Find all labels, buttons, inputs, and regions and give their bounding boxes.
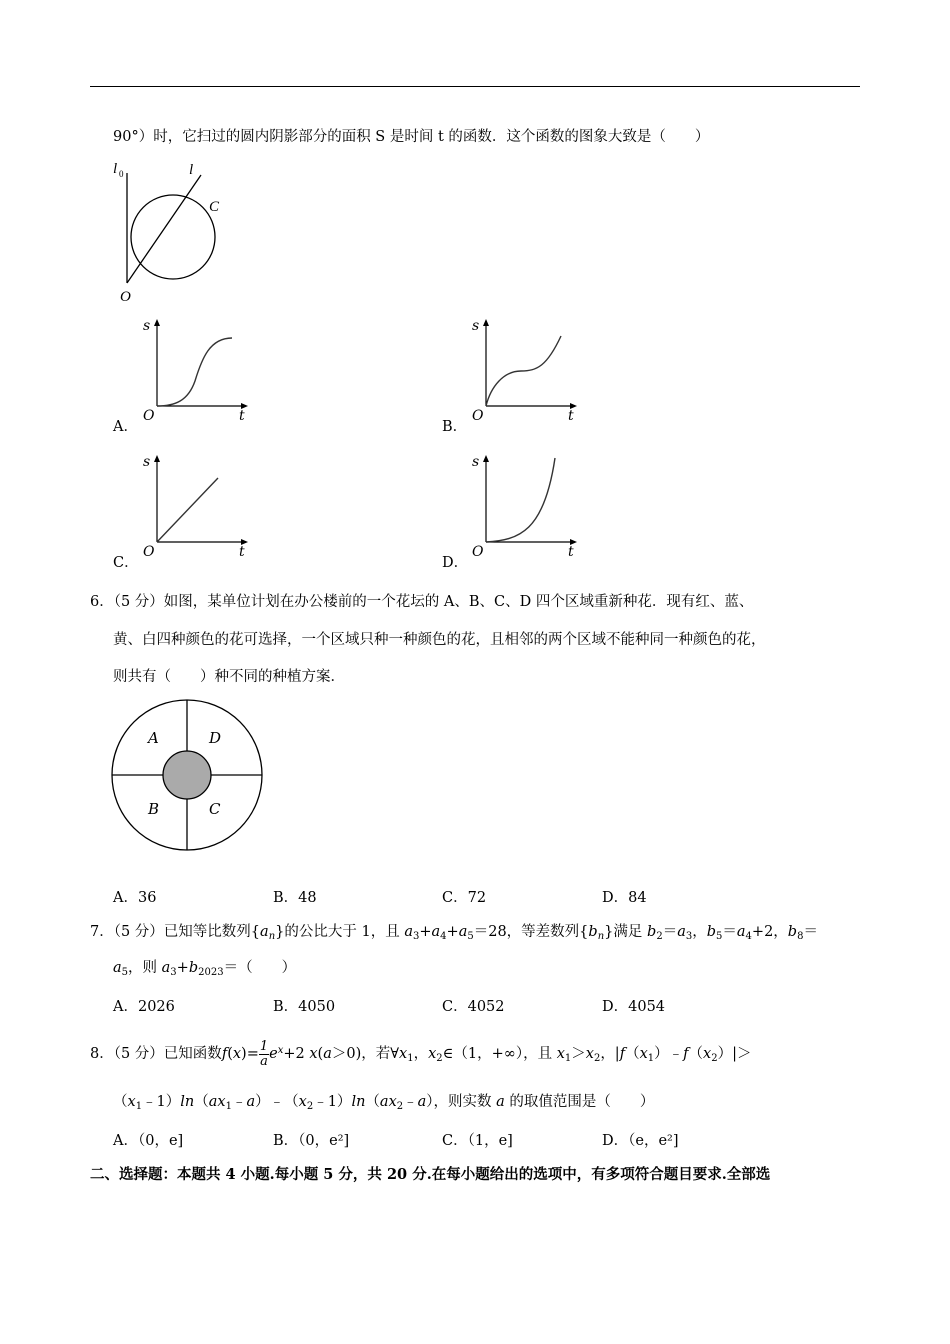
q8-option-b[interactable]: B．（0，e²] xyxy=(273,1133,350,1149)
graph-c-t: t xyxy=(239,544,245,560)
graph-c xyxy=(140,452,250,562)
q5-fig-o: O xyxy=(120,289,131,305)
q5-option-c[interactable]: C． xyxy=(113,555,139,571)
q5-fig-l0-sub: 0 xyxy=(119,169,124,179)
q6-region-b: B xyxy=(148,800,160,818)
q7-option-d[interactable]: D．4054 xyxy=(602,999,666,1015)
q8-fraction: $\frac{1}{a}$ xyxy=(259,1038,269,1069)
graph-a xyxy=(140,316,250,426)
q8-option-d[interactable]: D．（e，e²] xyxy=(602,1133,679,1149)
q6-option-b[interactable]: B．48 xyxy=(273,890,317,906)
q7-option-c[interactable]: C．4052 xyxy=(442,999,505,1015)
graph-b-s: s xyxy=(472,318,480,334)
q5-fig-l0: l xyxy=(113,161,118,177)
q5-figure xyxy=(105,155,235,310)
q6-option-c[interactable]: C．72 xyxy=(442,890,487,906)
graph-a-t: t xyxy=(239,408,245,424)
graph-b-t: t xyxy=(568,408,574,424)
graph-d-s: s xyxy=(472,454,480,470)
q8-line1: 8．（5 分）已知函数f(x)= $\frac{1}{a}$ $e^x+2$ x(a＞0)，若$\forall x_1$，$x_2\in(1$，+∞），且 $x_1>x_2$，$|f(x_1)﹣f(x_2)|>$ xyxy=(90,1038,752,1069)
graph-a-s: s xyxy=(143,318,151,334)
q6-line2: 黄、白四种颜色的花可选择，一个区域只种一种颜色的花，且相邻的两个区域不能种同一种颜色的花， xyxy=(113,632,766,648)
graph-c-o: O xyxy=(143,544,155,560)
q7-line2: $a_5$，则 $a_3+b_{2023}=$（ ） xyxy=(113,960,297,978)
q8-option-a[interactable]: A．（0，e] xyxy=(113,1133,184,1149)
q5-option-b[interactable]: B． xyxy=(442,419,468,435)
q6-line1: 6．（5 分）如图，某单位计划在办公楼前的一个花坛的 A、B、C、D 四个区域重新种花．现有红、蓝、 xyxy=(90,594,754,610)
q5-option-d[interactable]: D． xyxy=(442,555,469,571)
q6-flowerbed-figure xyxy=(110,698,265,853)
graph-b xyxy=(469,316,579,426)
q5-stem-tail: 90°）时，它扫过的圆内阴影部分的面积 S 是时间 t 的函数．这个函数的图象大致是（ ） xyxy=(113,129,710,145)
graph-d-o: O xyxy=(472,544,484,560)
q7-option-a[interactable]: A．2026 xyxy=(113,999,175,1015)
q6-region-d: D xyxy=(209,729,222,747)
graph-d-t: t xyxy=(568,544,574,560)
q5-option-a[interactable]: A． xyxy=(113,419,138,435)
header-rule xyxy=(90,86,860,87)
q6-line3: 则共有（ ）种不同的种植方案． xyxy=(113,669,345,685)
section2-heading: 二、选择题：本题共 4 小题.每小题 5 分，共 20 分.在每小题给出的选项中，有多项符合题目要求.全部选 xyxy=(90,1166,771,1183)
q6-option-a[interactable]: A．36 xyxy=(113,890,157,906)
q6-option-d[interactable]: D．84 xyxy=(602,890,647,906)
q6-region-a: A xyxy=(148,729,159,747)
q8-line2: $(x_1﹣1)\ln(ax_1﹣a)﹣(x_2﹣1)\ln(ax_2﹣a)$，则实数 a 的取值范围是（ ） xyxy=(113,1094,655,1112)
q7-line1: 7．（5 分）已知等比数列$\{a_n\}$的公比大于 1，且 $a_3+a_4+a_5=28$，等差数列$\{b_n\}$满足 $b_2=a_3$，$b_5=a_4+2$，$b_8=$ xyxy=(90,924,818,942)
q5-fig-c: C xyxy=(209,199,220,215)
graph-a-o: O xyxy=(143,408,155,424)
q5-fig-l: l xyxy=(189,162,194,178)
graph-c-s: s xyxy=(143,454,151,470)
graph-b-o: O xyxy=(472,408,484,424)
q8-option-c[interactable]: C．（1，e] xyxy=(442,1133,513,1149)
graph-d xyxy=(469,452,579,562)
q7-option-b[interactable]: B．4050 xyxy=(273,999,336,1015)
q6-region-c: C xyxy=(209,800,221,818)
